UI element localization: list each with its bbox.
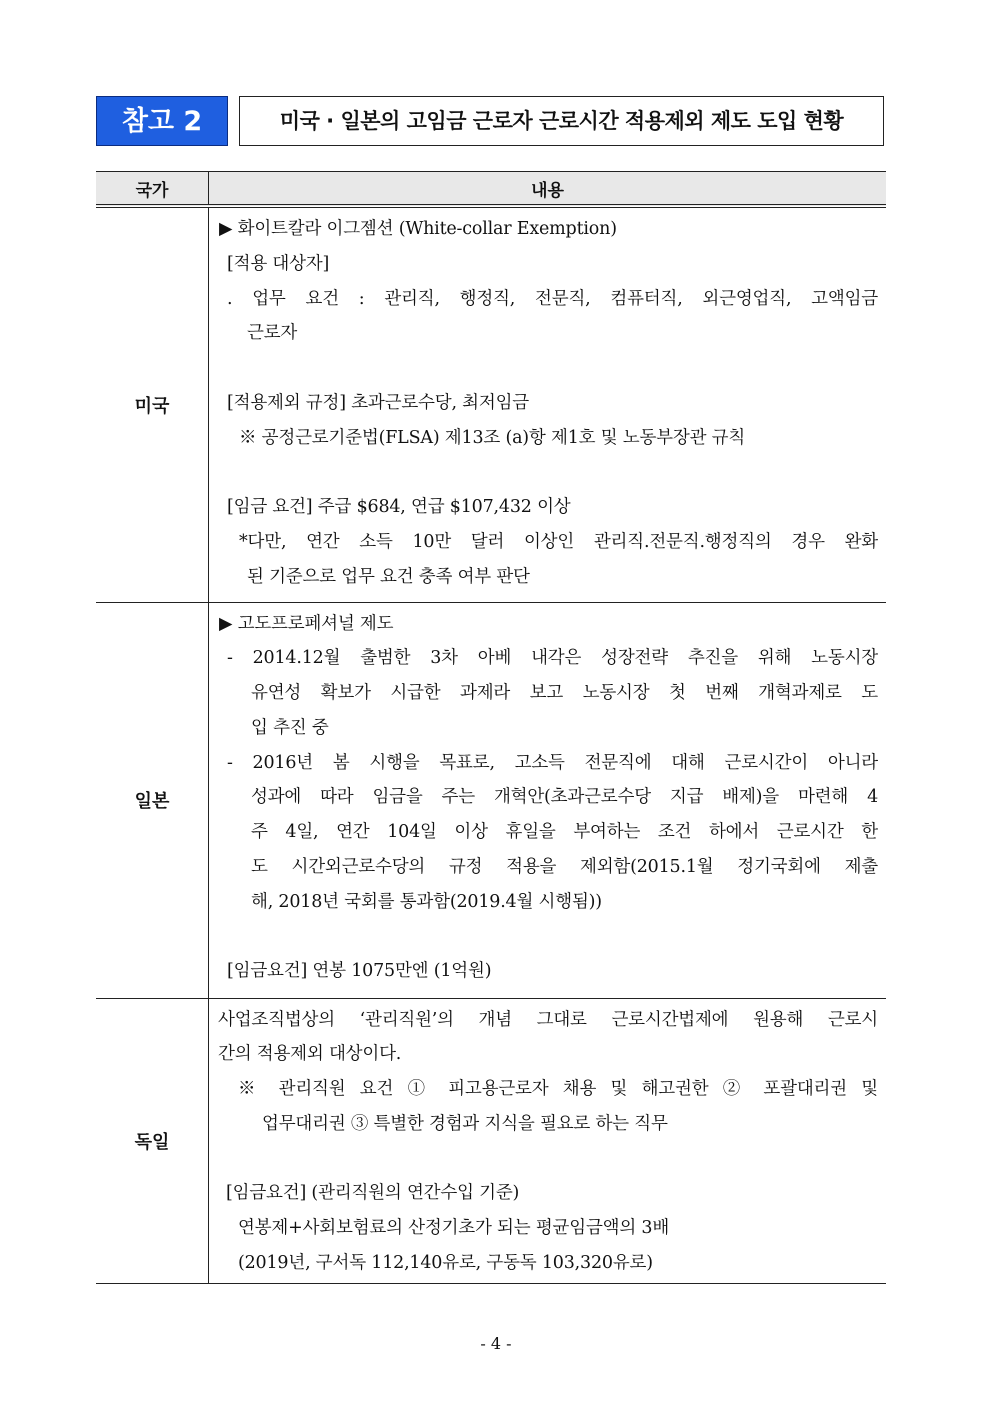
content-cell-jp — [209, 602, 887, 998]
us-line-7: [임금 요건] 주급 $684, 연급 $107,432 이상 — [227, 497, 571, 518]
us-line-8: *다만, 연간 소득 10만 달러 이상인 관리직.전문직.행정직의 경우 완화 — [239, 532, 878, 553]
jp-line-1: ▶ 고도프로페셔널 제도 — [219, 613, 394, 634]
country-cell-de: 독일 — [96, 998, 209, 1283]
jp-spacer-1 — [219, 920, 878, 955]
jp-line-4: 입 추진 중 — [251, 717, 329, 738]
de-line-7: (2019년, 구서독 112,140유로, 구동독 103,320유로) — [238, 1253, 653, 1274]
jp-line-6: 성과에 따라 임금을 주는 개혁안(초과근로수당 지급 배제)을 마련해 4 — [251, 787, 878, 808]
table-row-de — [96, 998, 886, 1283]
country-cell-us: 미국 — [96, 206, 209, 602]
us-line-3: . 업무 요건 : 관리직, 행정직, 전문직, 컴퓨터직, 외근영업직, 고액임금 — [227, 288, 878, 309]
us-spacer-2 — [219, 456, 878, 491]
page-title: 미국 · 일본의 고임금 근로자 근로시간 적용제외 제도 도입 현황 — [239, 96, 884, 146]
country-column-header: 국가 — [96, 172, 209, 207]
page-number: - 4 - — [480, 1334, 512, 1353]
us-line-9: 된 기준으로 업무 요건 충족 여부 판단 — [247, 566, 530, 587]
jp-line-5: - 2016년 봄 시행을 목표로, 고소득 전문직에 대해 근로시간이 아니라 — [227, 752, 878, 773]
de-spacer-1 — [218, 1142, 878, 1177]
us-line-6: ※ 공정근로기준법(FLSA) 제13조 (a)항 제1호 및 노동부장관 규칙 — [239, 427, 746, 448]
table-row-jp — [96, 602, 886, 998]
table-row-us — [96, 206, 886, 602]
jp-line-7: 주 4일, 연간 104일 이상 휴일을 부여하는 조건 하에서 근로시간 한 — [251, 822, 878, 843]
us-line-5: [적용제외 규정] 초과근로수당, 최저임금 — [227, 392, 529, 413]
us-spacer-1 — [219, 351, 878, 386]
content-column-header: 내용 — [209, 172, 887, 207]
jp-line-10: [임금요건] 연봉 1075만엔 (1억원) — [227, 961, 492, 982]
us-line-1: ▶ 화이트칼라 이그젬션 (White-collar Exemption) — [219, 219, 617, 239]
page-header — [96, 96, 886, 148]
reference-badge: 참고 2 — [96, 96, 228, 146]
de-line-2: 간의 적용제외 대상이다. — [218, 1044, 402, 1065]
jp-line-9: 해, 2018년 국회를 통과함(2019.4월 시행됨)) — [251, 891, 602, 912]
jp-line-2: - 2014.12월 출범한 3차 아베 내각은 성장전략 추진을 위해 노동시장 — [227, 648, 878, 669]
de-line-1: 사업조직법상의 ‘관리직원’의 개념 그대로 근로시간법제에 원용해 근로시 — [218, 1009, 878, 1030]
jp-line-8: 도 시간외근로수당의 규정 적용을 제외함(2015.1월 정기국회에 제출 — [251, 857, 878, 878]
de-line-3: ※ 관리직원 요건 ① 피고용근로자 채용 및 해고권한 ② 포괄대리권 및 — [238, 1079, 878, 1100]
de-line-5: [임금요건] (관리직원의 연간수입 기준) — [226, 1183, 520, 1204]
content-cell-de — [209, 998, 887, 1283]
comparison-table — [96, 171, 886, 1284]
country-cell-jp: 일본 — [96, 602, 209, 998]
us-line-2: [적용 대상자] — [227, 253, 330, 274]
de-line-4: 업무대리권 ③ 특별한 경험과 지식을 필요로 하는 직무 — [262, 1113, 668, 1134]
table-header-row — [96, 172, 886, 207]
de-line-6: 연봉제+사회보험료의 산정기초가 되는 평균임금액의 3배 — [238, 1218, 670, 1239]
content-cell-us — [209, 206, 887, 602]
jp-line-3: 유연성 확보가 시급한 과제라 보고 노동시장 첫 번째 개혁과제로 도 — [251, 683, 878, 704]
us-line-4: 근로자 — [247, 323, 298, 344]
